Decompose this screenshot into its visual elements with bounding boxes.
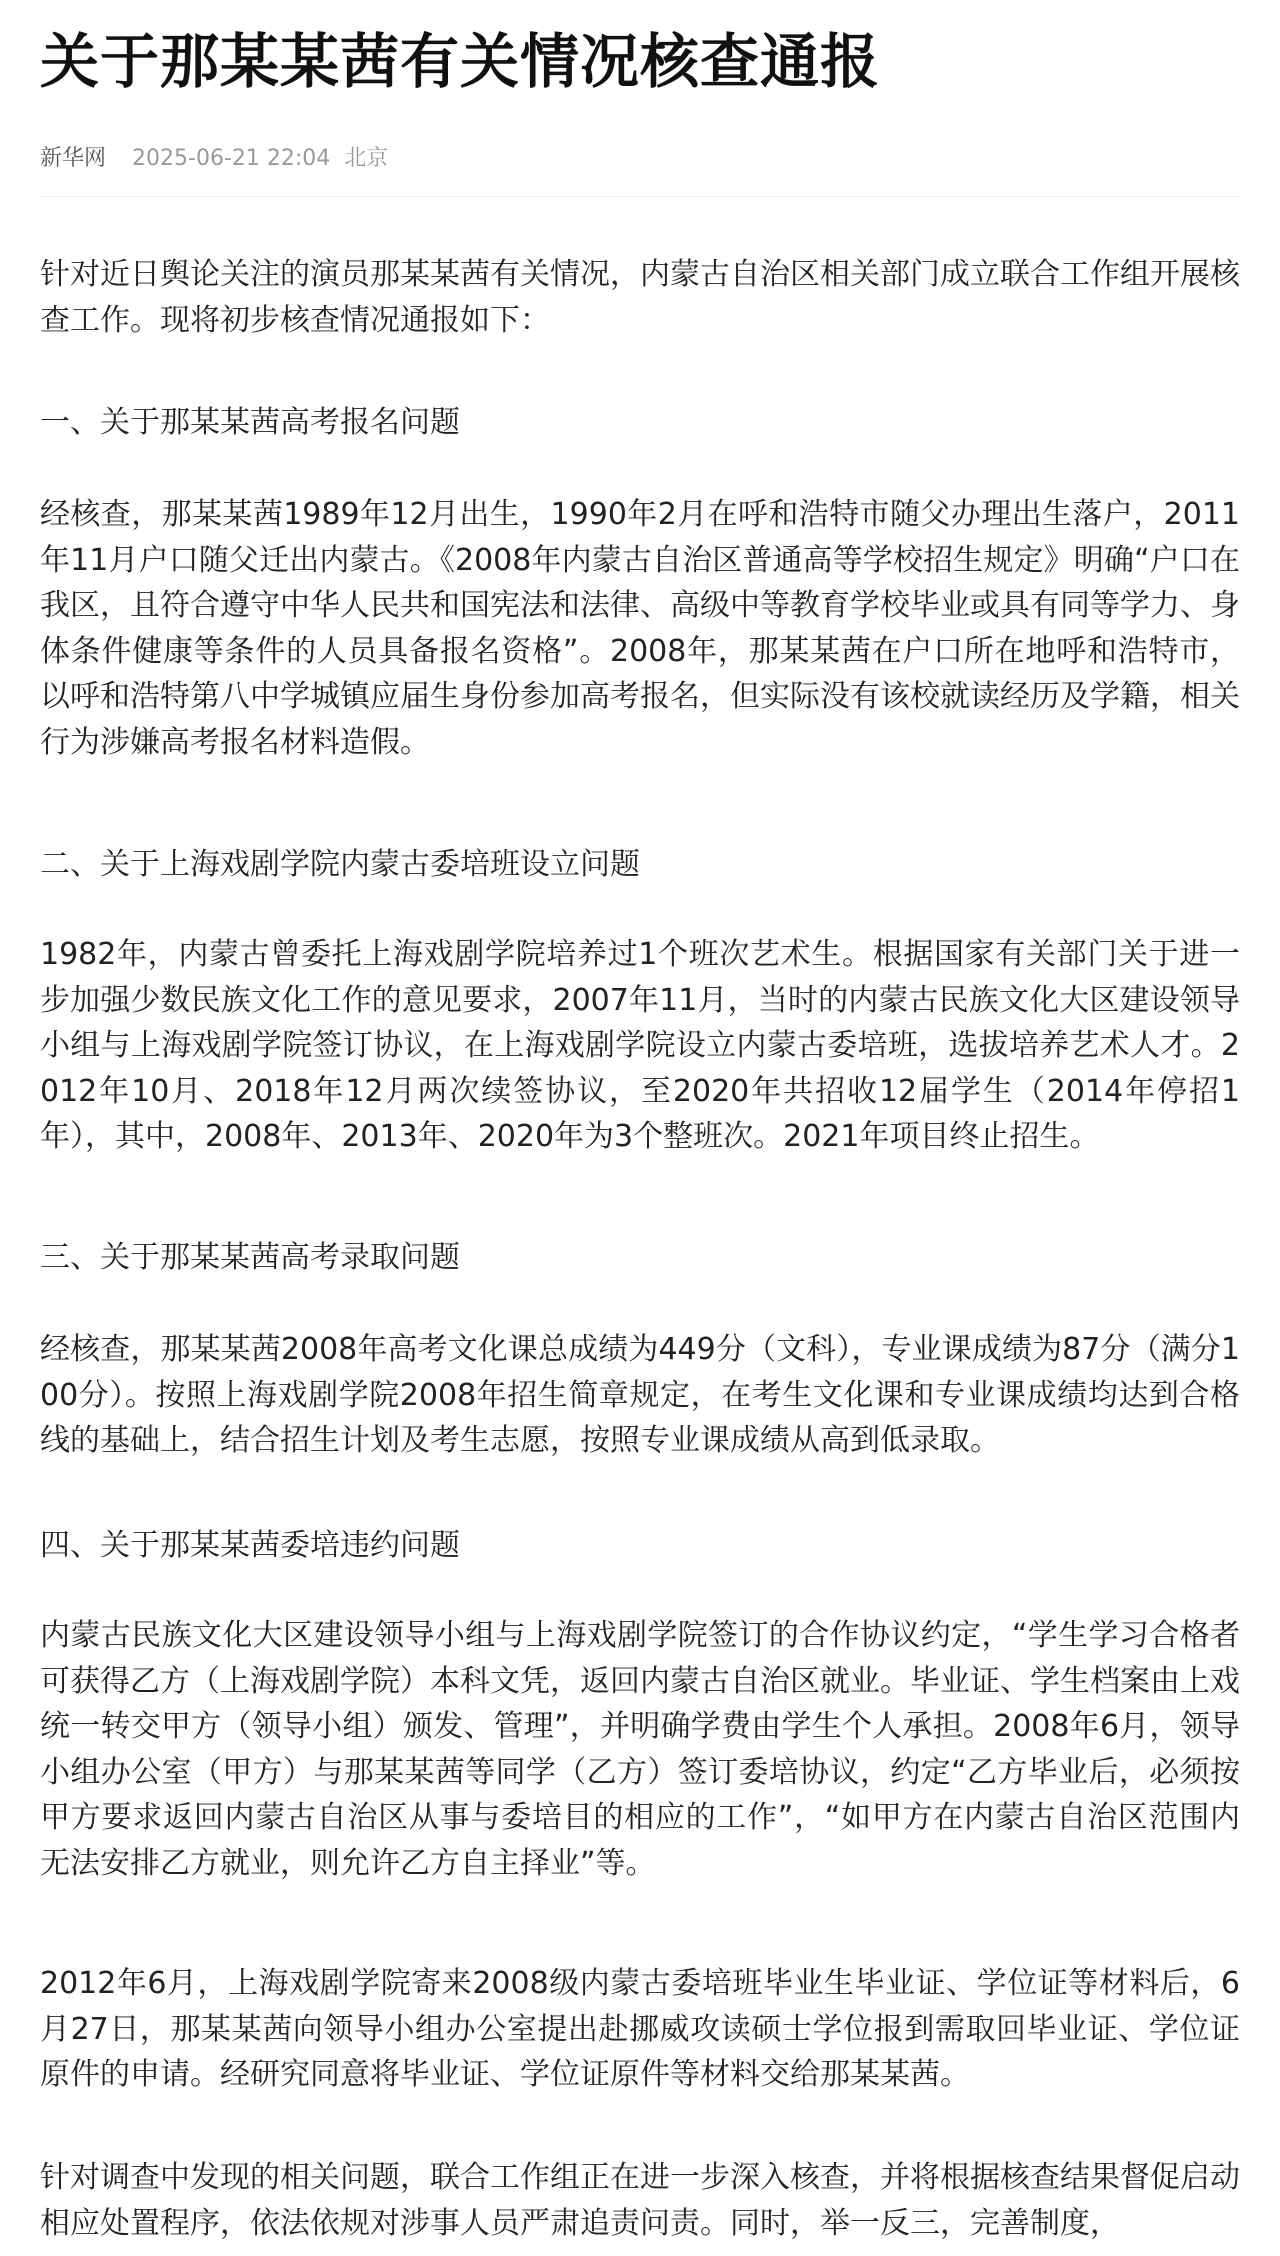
section-heading-2: 二、关于上海戏剧学院内蒙古委培班设立问题 xyxy=(40,847,640,882)
closing-paragraph: 针对调查中发现的相关问题，联合工作组正在进一步深入核查，并将根据核查结果督促启动相应处置程序，依法依规对涉事人员严肃追责问责。同时，举一反三，完善制度， xyxy=(40,2160,1240,2241)
publish-datetime: 2025-06-21 22:04 xyxy=(132,146,331,171)
header-divider xyxy=(40,196,1240,197)
section-2-paragraph-1: 1982年，内蒙古曾委托上海戏剧学院培养过1个班次艺术生。根据国家有关部门关于进一步加强少数民族文化工作的意见要求，2007年11月，当时的内蒙古民族文化大区建设领导小组与上海戏剧学院签订协议，在上海戏剧学院设立内蒙古委培班，选拔培养艺术人才。2012年10月、2018年12月两次续签协议，至2020年共招收12届学生（2014年停招1年），其中，2008年、2013年、2020年为3个整班次。2021年项目终止招生。 xyxy=(40,937,1240,1154)
location: 北京 xyxy=(344,146,389,171)
section-3-paragraph-1: 经核查，那某某茜2008年高考文化课总成绩为449分（文科），专业课成绩为87分（满分100分）。按照上海戏剧学院2008年招生简章规定，在考生文化课和专业课成绩均达到合格线的基础上，结合招生计划及考生志愿，按照专业课成绩从高到低录取。 xyxy=(40,1332,1240,1458)
section-heading-1: 一、关于那某某茜高考报名问题 xyxy=(40,405,460,440)
article-meta xyxy=(40,142,388,176)
article-title: 关于那某某茜有关情况核查通报 xyxy=(40,27,881,96)
section-heading-3: 三、关于那某某茜高考录取问题 xyxy=(40,1240,460,1275)
section-4-paragraph-2: 2012年6月，上海戏剧学院寄来2008级内蒙古委培班毕业生毕业证、学位证等材料后，6月27日，那某某茜向领导小组办公室提出赴挪威攻读硕士学位报到需取回毕业证、学位证原件的申请。经研究同意将毕业证、学位证原件等材料交给那某某茜。 xyxy=(40,1966,1240,2092)
source-name[interactable]: 新华网 xyxy=(40,146,107,171)
section-heading-4: 四、关于那某某茜委培违约问题 xyxy=(40,1528,460,1563)
section-1-paragraph-1: 经核查，那某某茜1989年12月出生，1990年2月在呼和浩特市随父办理出生落户，2011年11月户口随父迁出内蒙古。《2008年内蒙古自治区普通高等学校招生规定》明确“户口在我区，且符合遵守中华人民共和国宪法和法律、高级中等教育学校毕业或具有同等学力、身体条件健康等条件的人员具备报名资格”。2008年，那某某茜在户口所在地呼和浩特市，以呼和浩特第八中学城镇应届生身份参加高考报名，但实际没有该校就读经历及学籍，相关行为涉嫌高考报名材料造假。 xyxy=(40,497,1240,760)
intro-paragraph: 针对近日舆论关注的演员那某某茜有关情况，内蒙古自治区相关部门成立联合工作组开展核查工作。现将初步核查情况通报如下： xyxy=(40,257,1240,338)
section-4-paragraph-1: 内蒙古民族文化大区建设领导小组与上海戏剧学院签订的合作协议约定，“学生学习合格者可获得乙方（上海戏剧学院）本科文凭，返回内蒙古自治区就业。毕业证、学生档案由上戏统一转交甲方（领导小组）颁发、管理”，并明确学费由学生个人承担。2008年6月，领导小组办公室（甲方）与那某某茜等同学（乙方）签订委培协议，约定“乙方毕业后，必须按甲方要求返回内蒙古自治区从事与委培目的相应的工作”，“如甲方在内蒙古自治区范围内无法安排乙方就业，则允许乙方自主择业”等。 xyxy=(40,1618,1240,1881)
